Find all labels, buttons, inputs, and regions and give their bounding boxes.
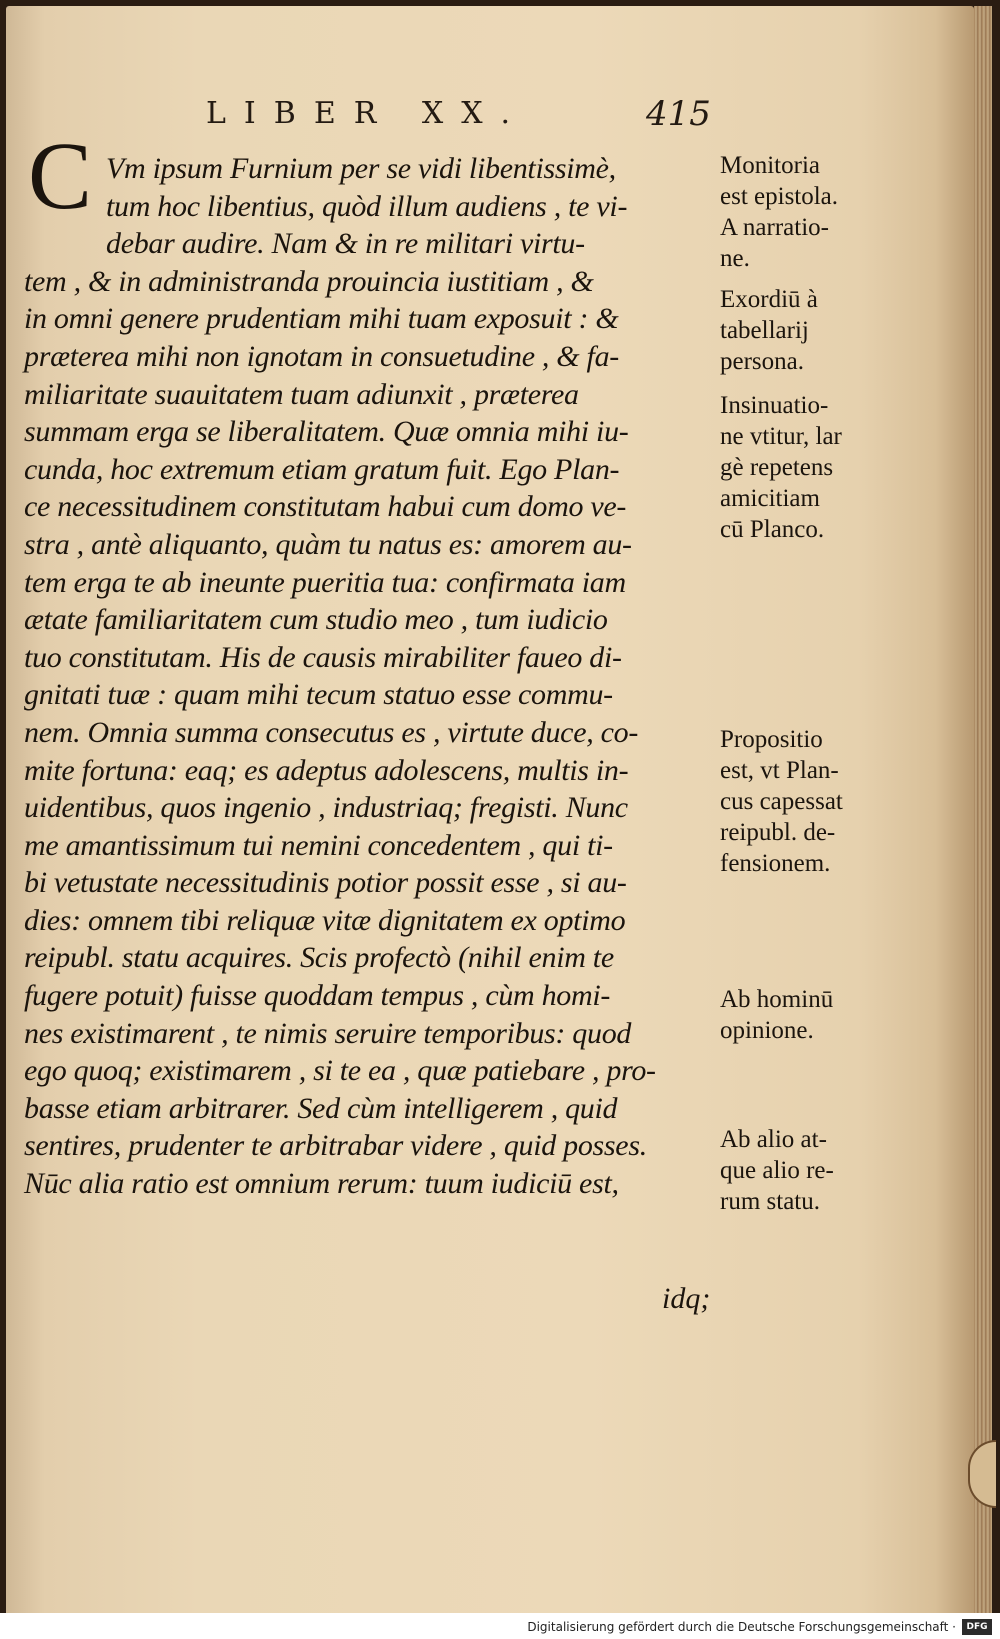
- text-line: in omni genere prudentiam mihi tuam exposuit : &: [24, 302, 619, 336]
- text-line: cunda, hoc extremum etiam gratum fuit. Ego Plan-: [24, 452, 620, 486]
- margin-note: [720, 984, 900, 1046]
- main-text-block: [24, 150, 714, 1203]
- dfg-logo: DFG: [962, 1619, 992, 1635]
- digitization-footer: [0, 1613, 1000, 1639]
- text-line: dies: omnem tibi reliquæ vitæ dignitatem ex optimo: [24, 903, 626, 937]
- text-line: miliaritate suauitatem tuam adiunxit , præterea: [24, 377, 579, 411]
- margin-note-line: A narratio-: [720, 214, 829, 241]
- text-line: reipubl. statu acquires. Scis profectò (nihil enim te: [24, 941, 614, 975]
- text-line: tum hoc libentius, quòd illum audiens , te vi-: [106, 189, 628, 223]
- margin-note: [720, 150, 900, 274]
- page-number: 415: [646, 94, 711, 134]
- margin-note-line: Propositio: [720, 726, 823, 753]
- funding-credit: Digitalisierung gefördert durch die Deutsche Forschungsgemeinschaft ·: [527, 1620, 956, 1634]
- text-line: ego quoq; existimarem , si te ea , quæ patiebare , pro-: [24, 1054, 656, 1088]
- margin-note-line: est epistola.: [720, 183, 839, 210]
- margin-note-line: Ab hominū: [720, 986, 834, 1013]
- margin-note-line: opinione.: [720, 1017, 814, 1044]
- text-line: ætate familiaritatem cum studio meo , tum iudicio: [24, 603, 608, 637]
- margin-note-line: ne vtitur, lar: [720, 423, 842, 450]
- margin-note-line: reipubl. de-: [720, 819, 836, 846]
- text-line: tem erga te ab ineunte pueritia tua: confirmata iam: [24, 565, 626, 599]
- text-line: basse etiam arbitrarer. Sed cùm intelligerem , quid: [24, 1091, 618, 1125]
- margin-note-line: Exordiū à: [720, 286, 818, 313]
- text-line: tem , & in administranda prouincia iustitiam , &: [24, 264, 594, 298]
- text-line: tuo constitutam. His de causis mirabiliter faueo di-: [24, 640, 622, 674]
- text-line: præterea mihi non ignotam in consuetudine , & fa-: [24, 339, 619, 373]
- text-line: summam erga se liberalitatem. Quæ omnia mihi iu-: [24, 415, 629, 449]
- text-line: mite fortuna: eaq; es adeptus adolescens, multis in-: [24, 753, 629, 787]
- margin-note-line: cū Planco.: [720, 516, 825, 543]
- page-header: [198, 96, 718, 142]
- margin-note-line: cus capessat: [720, 788, 843, 815]
- text-line: nes existimarent , te nimis seruire temporibus: quod: [24, 1016, 632, 1050]
- text-line: sentires, prudenter te arbitrabar videre , quid posses.: [24, 1129, 647, 1163]
- margin-note-line: amicitiam: [720, 485, 820, 512]
- margin-note-line: ne.: [720, 245, 750, 272]
- margin-note-line: fensionem.: [720, 850, 831, 877]
- text-line: ce necessitudinem constitutam habui cum domo ve-: [24, 490, 627, 524]
- text-line: Vm ipsum Furnium per se vidi libentissimè,: [106, 152, 616, 185]
- margin-note-line: est, vt Plan-: [720, 757, 839, 784]
- margin-note-line: Insinuatio-: [720, 392, 829, 419]
- text-line: nem. Omnia summa consecutus es , virtute duce, co-: [24, 715, 639, 749]
- text-line: debar audire. Nam & in re militari virtu-: [106, 227, 585, 261]
- text-line: bi vetustate necessitudinis potior possit esse , si au-: [24, 866, 627, 900]
- margin-note: [720, 1124, 900, 1217]
- margin-note-line: persona.: [720, 348, 804, 375]
- page-edge: [974, 6, 992, 1616]
- margin-note-line: rum statu.: [720, 1188, 820, 1215]
- margin-note-line: gè repetens: [720, 454, 834, 481]
- text-line: stra , antè aliquanto, quàm tu natus es: amorem au-: [24, 527, 632, 561]
- margin-note: [720, 724, 900, 879]
- margin-note-line: que alio re-: [720, 1157, 834, 1184]
- running-head: LIBER XX.: [206, 96, 529, 131]
- margin-note: [720, 390, 900, 545]
- margin-note: [720, 284, 900, 377]
- margin-note-line: Ab alio at-: [720, 1126, 827, 1153]
- drop-capital: C: [28, 122, 93, 229]
- text-line: me amantissimum tui nemini concedentem , qui ti-: [24, 828, 613, 862]
- text-line: fugere potuit) fuisse quoddam tempus , cùm homi-: [24, 979, 611, 1013]
- catchword: idq;: [662, 1282, 711, 1315]
- text-line: gnitati tuæ : quam mihi tecum statuo esse commu-: [24, 678, 613, 712]
- margin-note-line: tabellarij: [720, 317, 809, 344]
- margin-note-line: Monitoria: [720, 152, 820, 179]
- text-line: Nūc alia ratio est omnium rerum: tuum iudiciū est,: [24, 1167, 619, 1201]
- text-line: uidentibus, quos ingenio , industriaq; fregisti. Nunc: [24, 791, 628, 825]
